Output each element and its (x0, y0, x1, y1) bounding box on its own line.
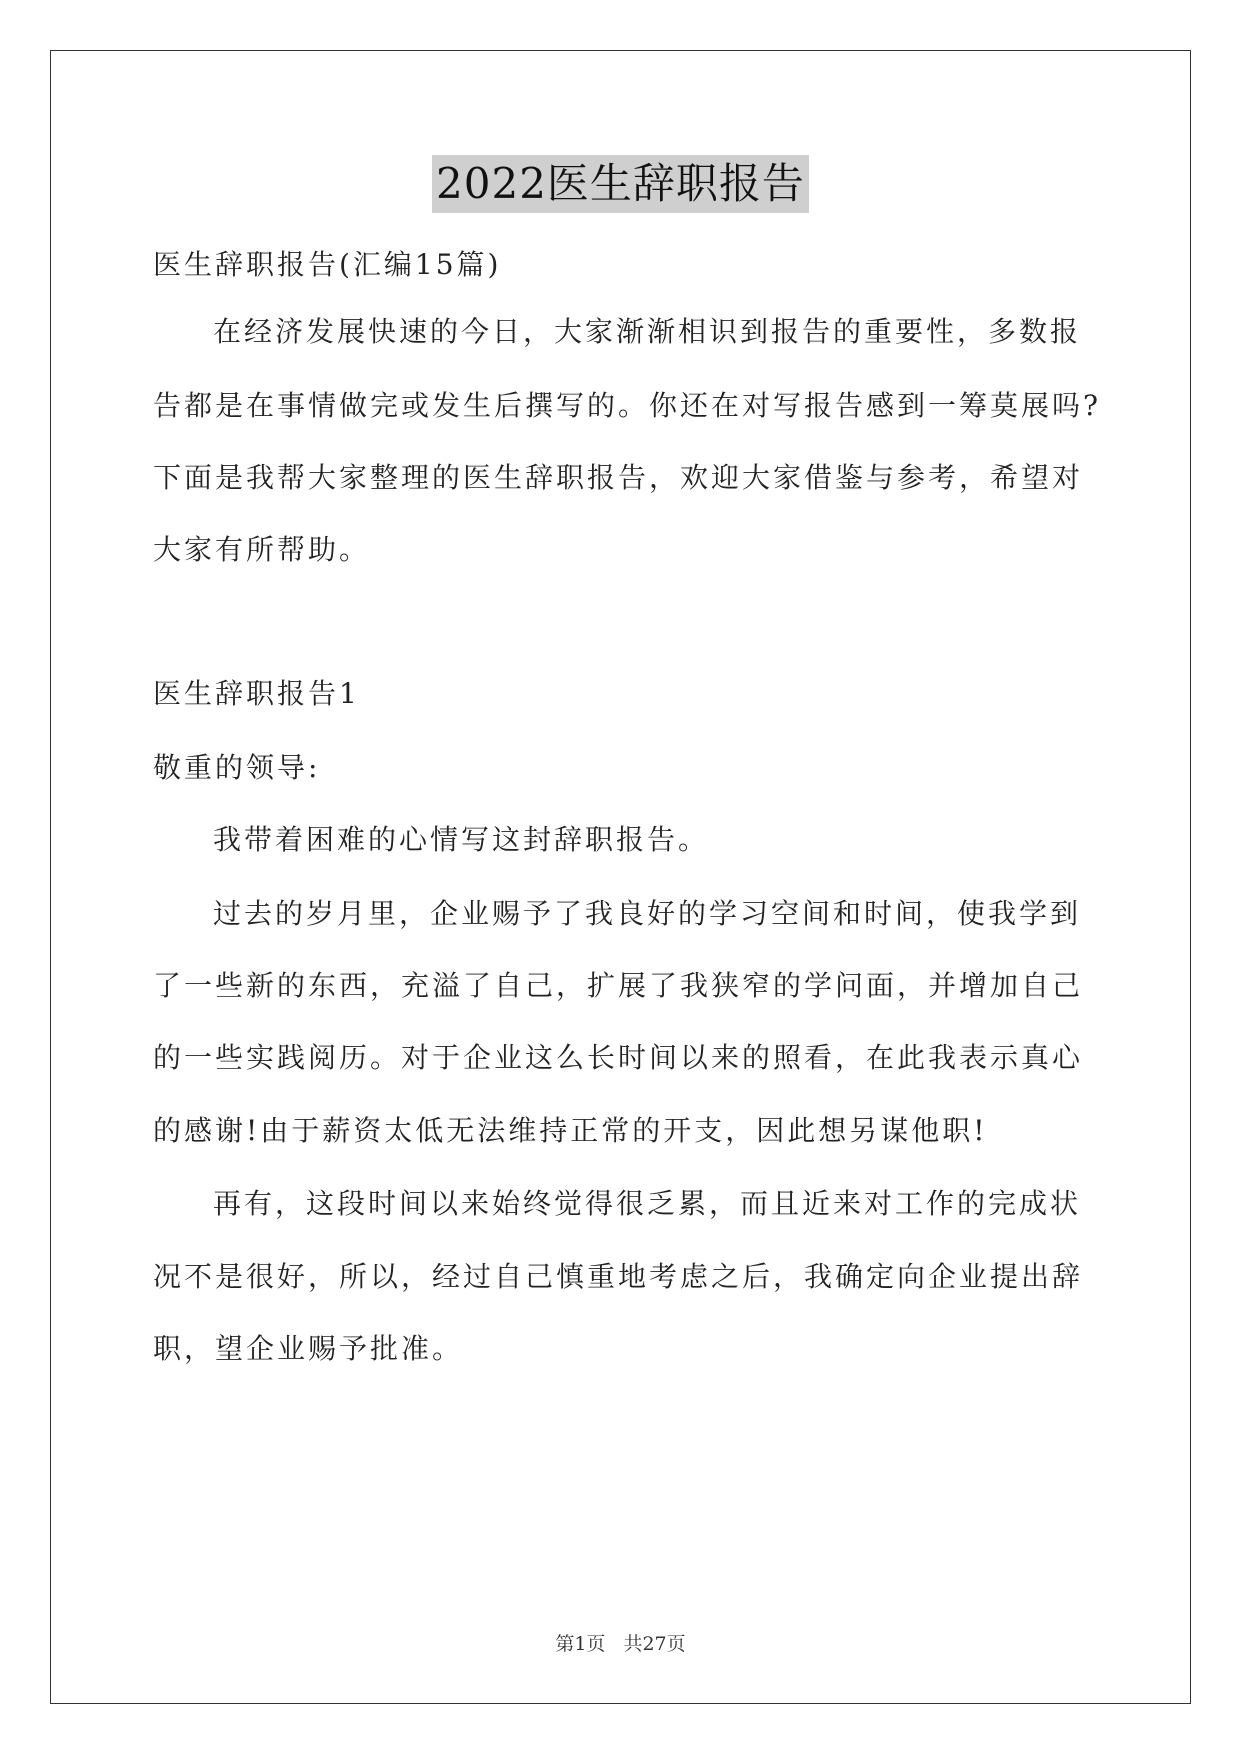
paragraph-line: 我带着困难的心情写这封辞职报告。 (213, 823, 710, 856)
title-container (0, 155, 1241, 213)
subtitle-line: 医生辞职报告(汇编15篇) (153, 248, 502, 281)
section-heading: 医生辞职报告1 (153, 677, 360, 710)
page-footer (0, 1632, 1241, 1656)
paragraph-line: 况不是很好，所以，经过自己慎重地考虑之后，我确定向企业提出辞 (153, 1260, 1084, 1293)
paragraph-line: 的感谢!由于薪资太低无法维持正常的开支，因此想另谋他职! (153, 1114, 988, 1147)
page-number-total: 共27页 (623, 1633, 686, 1655)
paragraph-line: 再有，这段时间以来始终觉得很乏累，而且近来对工作的完成状 (213, 1187, 1082, 1220)
paragraph-line: 告都是在事情做完或发生后撰写的。你还在对写报告感到一筹莫展吗? (153, 389, 1102, 422)
page-border (50, 50, 1191, 1704)
paragraph-line: 了一些新的东西，充溢了自己，扩展了我狭窄的学问面，并增加自己 (153, 969, 1084, 1002)
paragraph-line: 在经济发展快速的今日，大家渐渐相识到报告的重要性，多数报 (213, 315, 1082, 348)
page-number-current: 第1页 (555, 1633, 606, 1655)
document-title: 2022医生辞职报告 (432, 155, 809, 213)
paragraph-line: 过去的岁月里，企业赐予了我良好的学习空间和时间，使我学到 (213, 897, 1082, 930)
paragraph-line: 职，望企业赐予批准。 (153, 1332, 464, 1365)
paragraph-line: 大家有所帮助。 (153, 533, 371, 566)
salutation-line: 敬重的领导: (153, 751, 321, 784)
paragraph-line: 下面是我帮大家整理的医生辞职报告，欢迎大家借鉴与参考，希望对 (153, 461, 1084, 494)
paragraph-line: 的一些实践阅历。对于企业这么长时间以来的照看，在此我表示真心 (153, 1041, 1084, 1074)
